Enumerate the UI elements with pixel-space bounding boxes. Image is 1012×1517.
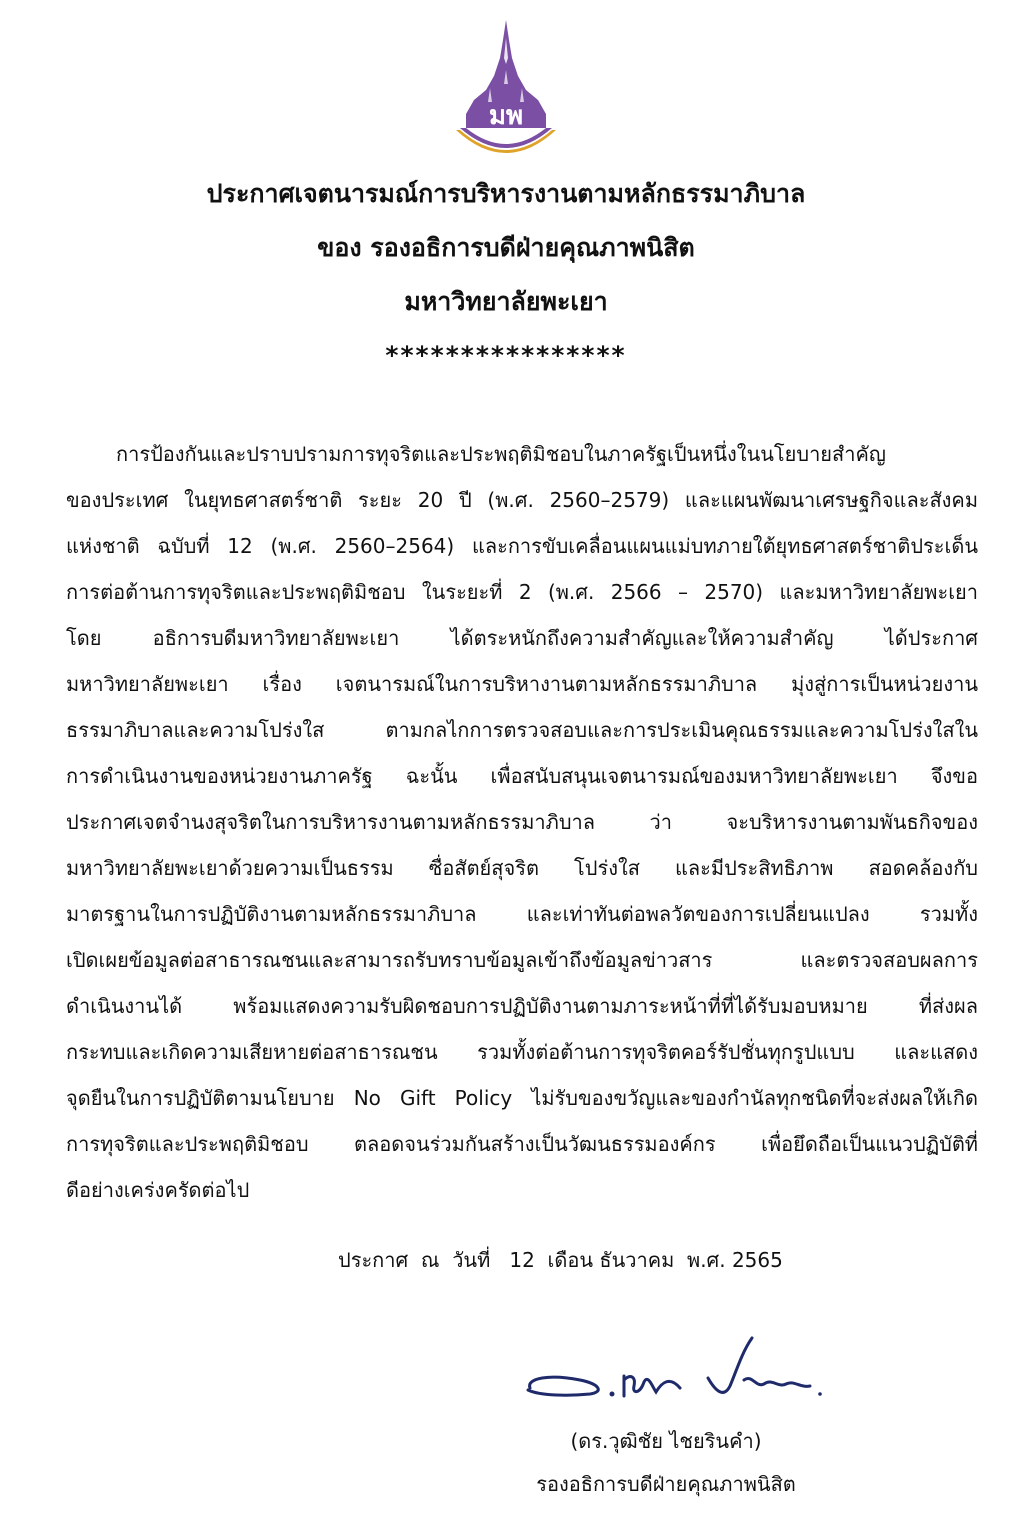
signer-position: รองอธิการบดีฝ่ายคุณภาพนิสิต xyxy=(536,1472,796,1496)
announcement-title: ประกาศเจตนารมณ์การบริหารงานตามหลักธรรมาภิบาล xyxy=(206,179,806,208)
body-line: โดย อธิการบดีมหาวิทยาลัยพะเยา ได้ตระหนักถึงความสำคัญและให้ความสำคัญ ได้ประกาศ xyxy=(66,626,978,650)
body-line: จุดยืนในการปฏิบัติตามนโยบาย No Gift Policy ไม่รับของขวัญและของกำนัลทุกชนิดที่จะส่งผลให้เกิด xyxy=(66,1086,978,1110)
body-line: การต่อต้านการทุจริตและประพฤติมิชอบ ในระยะที่ 2 (พ.ศ. 2566 – 2570) และมหาวิทยาลัยพะเยา xyxy=(66,580,978,604)
body-line: มหาวิทยาลัยพะเยา เรื่อง เจตนารมณ์ในการบริหางานตามหลักธรรมาภิบาล มุ่งสู่การเป็นหน่วยงาน xyxy=(66,672,978,696)
university-logo xyxy=(446,18,566,168)
announcement-date: ประกาศ ณ วันที่ 12 เดือน ธันวาคม พ.ศ. 2565 xyxy=(338,1248,783,1272)
body-line: ประกาศเจตจำนงสุจริตในการบริหารงานตามหลักธรรมาภิบาล ว่า จะบริหารงานตามพันธกิจของ xyxy=(66,810,978,834)
body-line: การดำเนินงานของหน่วยงานภาครัฐ ฉะนั้น เพื่อสนับสนุนเจตนารมณ์ของมหาวิทยาลัยพะเยา จึงขอ xyxy=(66,764,978,788)
body-line: การป้องกันและปราบปรามการทุจริตและประพฤติมิชอบในภาครัฐเป็นหนึ่งในนโยบายสำคัญ xyxy=(116,442,886,466)
university-logo-emblem xyxy=(446,18,566,168)
body-line: ธรรมาภิบาลและความโปร่งใส ตามกลไกการตรวจสอบและการประเมินคุณธรรมและความโปร่งใสใน xyxy=(66,718,978,742)
university-name: มหาวิทยาลัยพะเยา xyxy=(404,287,608,316)
handwritten-signature xyxy=(520,1330,830,1410)
body-line: ดีอย่างเคร่งครัดต่อไป xyxy=(66,1178,250,1202)
svg-text:มพ: มพ xyxy=(488,101,524,131)
announcement-body xyxy=(66,431,978,1213)
signer-name: (ดร.วุฒิชัย ไชยรินคำ) xyxy=(570,1429,762,1453)
title-separator: **************** xyxy=(385,341,627,370)
body-line: ดำเนินงานได้ พร้อมแสดงความรับผิดชอบการปฏิบัติงานตามภาระหน้าที่ที่ได้รับมอบหมาย ที่ส่งผล xyxy=(66,994,978,1018)
body-line: การทุจริตและประพฤติมิชอบ ตลอดจนร่วมกันสร้างเป็นวัฒนธรรมองค์กร เพื่อยึดถือเป็นแนวปฏิบัติที่ xyxy=(66,1132,978,1156)
body-line: เปิดเผยข้อมูลต่อสาธารณชนและสามารถรับทราบข้อมูลเข้าถึงข้อมูลข่าวสาร และตรวจสอบผลการ xyxy=(66,948,978,972)
body-line: กระทบและเกิดความเสียหายต่อสาธารณชน รวมทั้งต่อต้านการทุจริตคอร์รัปชั่นทุกรูปแบบ และแสดง xyxy=(66,1040,978,1064)
body-line: แห่งชาติ ฉบับที่ 12 (พ.ศ. 2560–2564) และการขับเคลื่อนแผนแม่บทภายใต้ยุทธศาสตร์ชาติประเด็น xyxy=(66,534,978,558)
body-line: มาตรฐานในการปฏิบัติงานตามหลักธรรมาภิบาล และเท่าทันต่อพลวัตของการเปลี่ยนแปลง รวมทั้ง xyxy=(66,902,978,926)
body-line: มหาวิทยาลัยพะเยาด้วยความเป็นธรรม ซื่อสัตย์สุจริต โปร่งใส และมีประสิทธิภาพ สอดคล้องกับ xyxy=(66,856,978,880)
body-line: ของประเทศ ในยุทธศาสตร์ชาติ ระยะ 20 ปี (พ.ศ. 2560–2579) และแผนพัฒนาเศรษฐกิจและสังคม xyxy=(66,488,978,512)
announcement-subtitle: ของ รองอธิการบดีฝ่ายคุณภาพนิสิต xyxy=(317,233,695,262)
